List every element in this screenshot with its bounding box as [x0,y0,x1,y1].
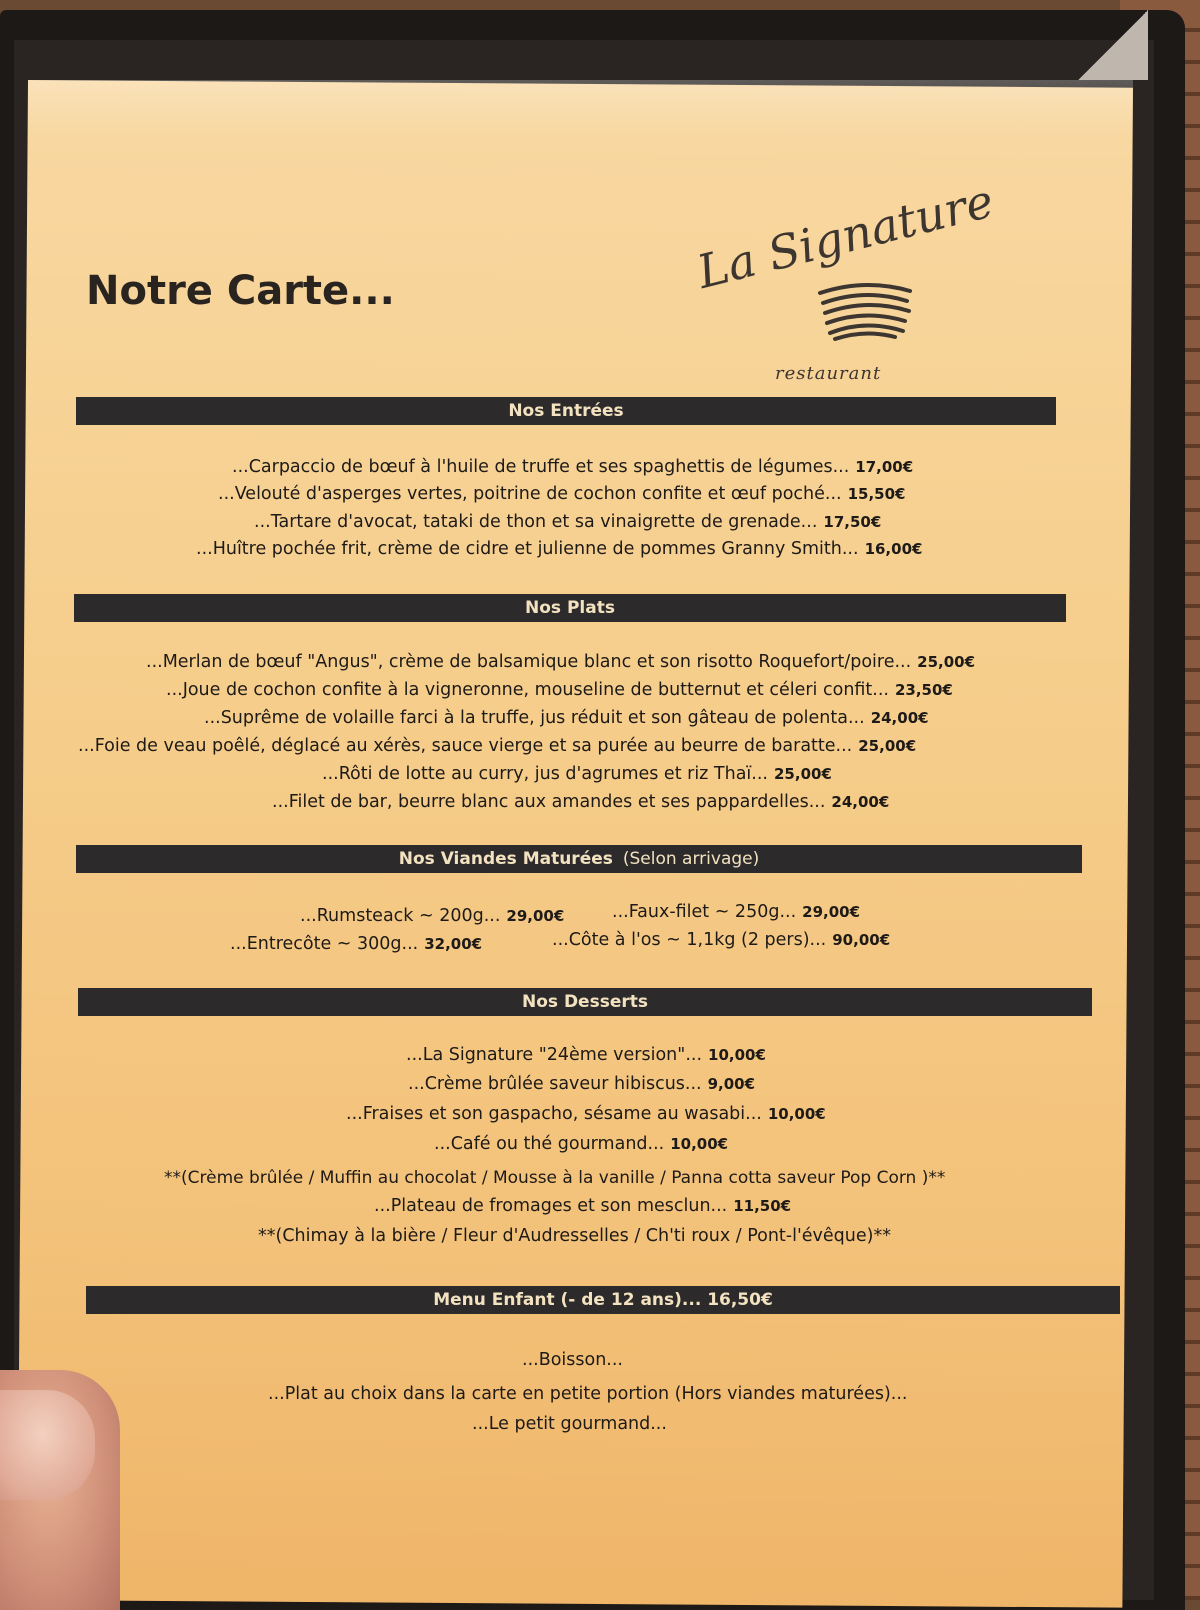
menu-item-note: **(Crème brûlée / Muffin au chocolat / Mousse à la vanille / Panna cotta saveur Pop Corn )** [164,1168,946,1188]
menu-item: ...Velouté d'asperges vertes, poitrine de cochon confite et œuf poché... 15,50€ [218,484,906,504]
menu-item: ...Tartare d'avocat, tataki de thon et sa vinaigrette de grenade... 17,50€ [254,512,882,532]
menu-item: ...Plateau de fromages et son mesclun... 11,50€ [374,1196,792,1216]
logo-subtitle: restaurant [775,363,882,384]
menu-item: ...Boisson... [522,1350,623,1370]
menu-item: ...Le petit gourmand... [472,1414,667,1434]
binder-corner [1078,10,1148,80]
menu-item: ...Crème brûlée saveur hibiscus... 9,00€ [408,1074,756,1094]
menu-item: ...Entrecôte ~ 300g... 32,00€ [230,934,483,954]
menu-item-note: **(Chimay à la bière / Fleur d'Audresselles / Ch'ti roux / Pont-l'évêque)** [258,1226,891,1246]
menu-item: ...Joue de cochon confite à la vigneronne, mouseline de butternut et céleri confit... 23,50€ [166,680,953,700]
menu-item: ...Filet de bar, beurre blanc aux amandes et ses pappardelles... 24,00€ [272,792,890,812]
section-heading-text: Nos Viandes Maturées [398,849,613,869]
menu-item: ...Faux-filet ~ 250g... 29,00€ [612,902,861,922]
menu-item: ...Côte à l'os ~ 1,1kg (2 pers)... 90,00€ [552,930,891,950]
logo-scribble-icon [815,273,915,343]
logo-name: La Signature [691,173,999,299]
menu-item: ...Rumsteack ~ 200g... 29,00€ [300,906,565,926]
thumbnail [0,1390,95,1500]
section-heading-enfant [86,1286,1120,1314]
section-heading-text: Menu Enfant (- de 12 ans)... 16,50€ [433,1290,773,1310]
menu-item: ...Rôti de lotte au curry, jus d'agrumes et riz Thaï... 25,00€ [322,764,832,784]
menu-item: ...Merlan de bœuf "Angus", crème de balsamique blanc et son risotto Roquefort/poire... 25,00€ [146,652,976,672]
menu-item: ...Fraises et son gaspacho, sésame au wasabi... 10,00€ [346,1104,826,1124]
section-heading-text: Nos Entrées [508,401,624,421]
section-heading-desserts [78,988,1092,1016]
sleeve-glare [28,80,1133,140]
section-heading-entrees [76,397,1056,425]
section-heading-plats [74,594,1066,622]
menu-item: ...Plat au choix dans la carte en petite portion (Hors viandes maturées)... [268,1384,908,1404]
restaurant-logo [691,173,999,395]
menu-item: ...Foie de veau poêlé, déglacé au xérès, sauce vierge et sa purée au beurre de baratte... 25,00€ [78,736,917,756]
section-heading-text: Nos Desserts [522,992,648,1012]
menu-item: ...Carpaccio de bœuf à l'huile de truffe et ses spaghettis de légumes... 17,00€ [232,457,914,477]
menu-item: ...Suprême de volaille farci à la truffe, jus réduit et son gâteau de polenta... 24,00€ [204,708,929,728]
menu-item: ...La Signature "24ème version"... 10,00€ [406,1045,766,1065]
menu-item: ...Huître pochée frit, crème de cidre et julienne de pommes Granny Smith... 16,00€ [196,539,923,559]
menu-item: ...Café ou thé gourmand... 10,00€ [434,1134,729,1154]
section-heading-text: Nos Plats [525,598,615,618]
section-heading-viandes [76,845,1082,873]
menu-title: Notre Carte... [86,268,395,314]
section-heading-note: (Selon arrivage) [622,849,760,869]
